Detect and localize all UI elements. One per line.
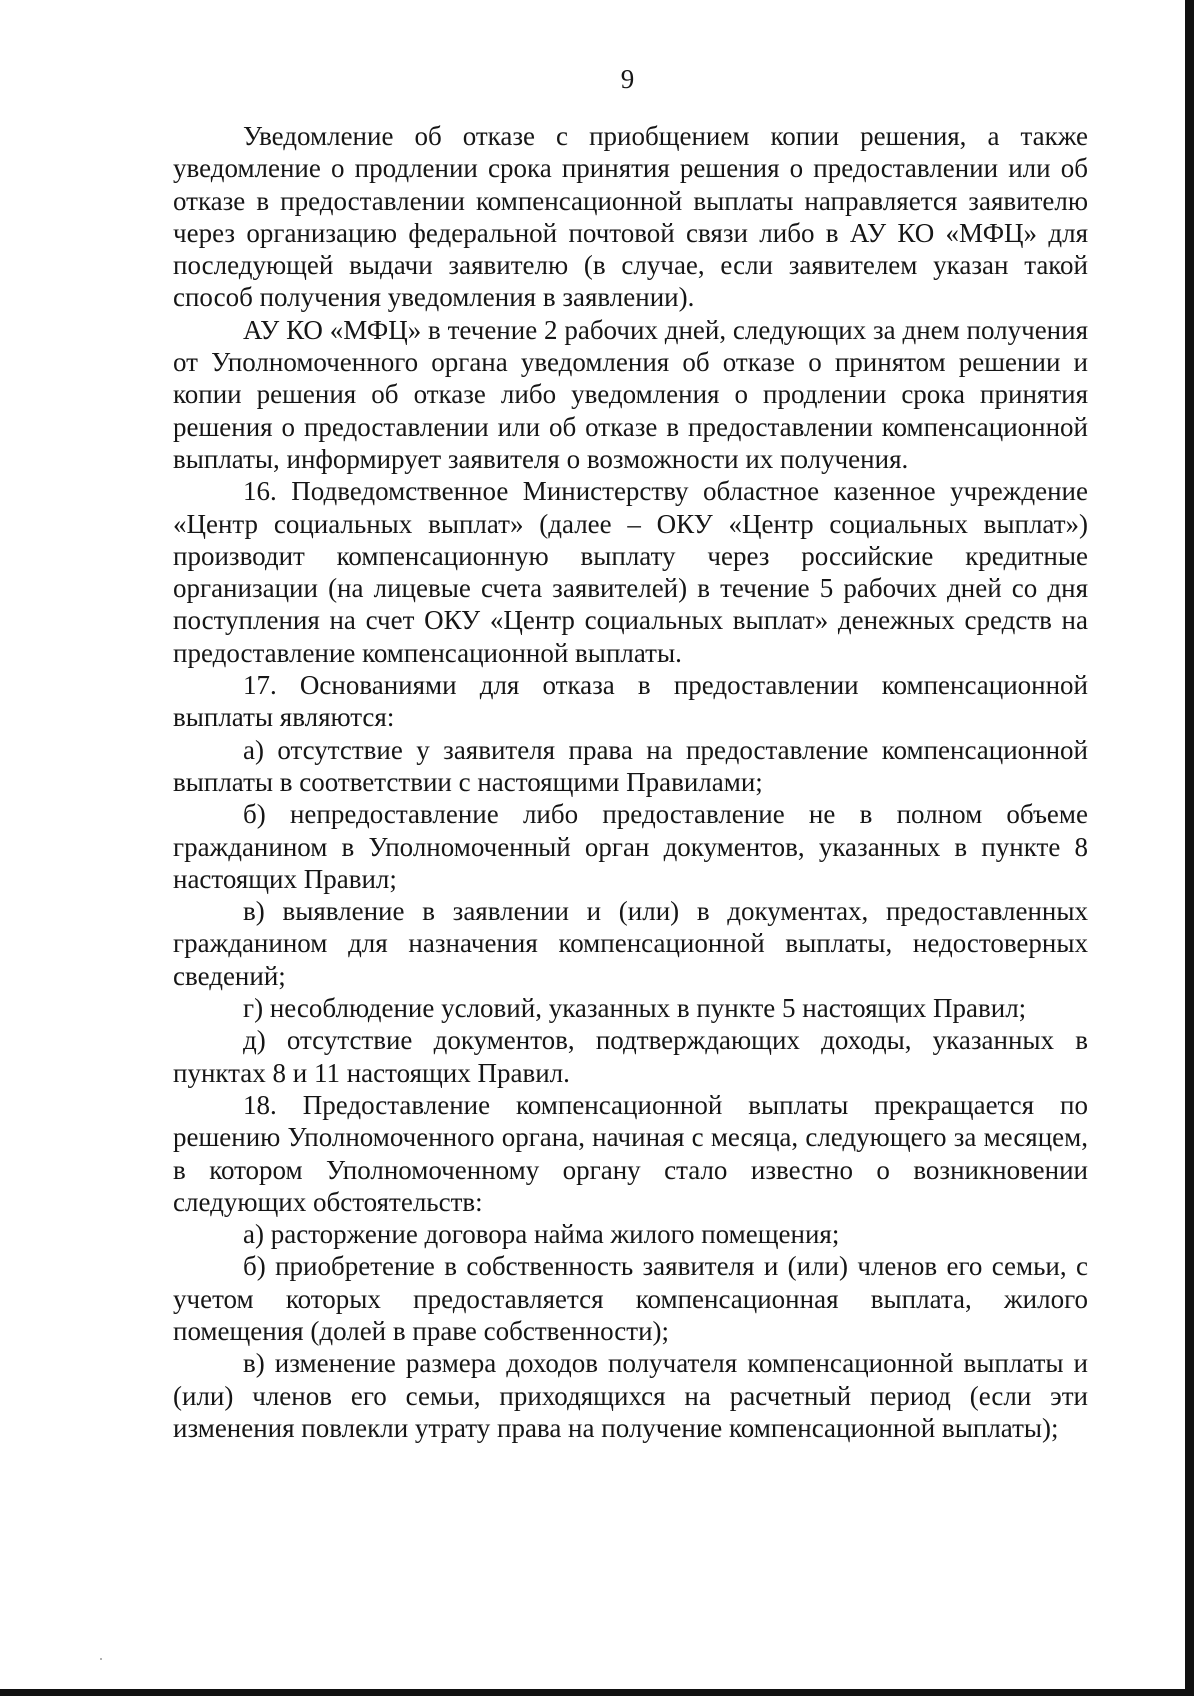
paragraph-mfc-informs: АУ КО «МФЦ» в течение 2 рабочих дней, следующих за днем получения от Уполномоченного органа уведомления об отказе о принятом решении и копии решения об отказе либо уведомления о продлении срока принятия решения о предоставлении или об отказе в предоставлении компенсационной выплаты, информирует заявителя о возможности их получения.: [173, 314, 1088, 474]
paragraph-18: 18. Предоставление компенсационной выплаты прекращается по решению Уполномоченного органа, начиная с месяца, следующего за месяцем, в котором Уполномоченному органу стало известно о возникновении следующих обстоятельств:: [173, 1089, 1088, 1217]
scan-speck: [100, 1658, 102, 1660]
paragraph-notice-of-refusal: Уведомление об отказе с приобщением копии решения, а также уведомление о продлении срока принятия решения о предоставлении или об отказе в предоставлении компенсационной выплаты направляется заявителю через организацию федеральной почтовой связи либо в АУ КО «МФЦ» для последующей выдачи заявителю (в случае, если заявителем указан такой способ получения уведомления в заявлении).: [173, 121, 1088, 313]
paragraph-17-g: г) несоблюдение условий, указанных в пункте 5 настоящих Правил;: [243, 993, 1027, 1024]
paragraph-17: 17. Основаниями для отказа в предоставлении компенсационной выплаты являются:: [173, 670, 1088, 733]
paragraph-17-d: д) отсутствие документов, подтверждающих доходы, указанных в пунктах 8 и 11 настоящих Правил.: [173, 1025, 1088, 1088]
paragraph-18-a: а) расторжение договора найма жилого помещения;: [243, 1219, 840, 1250]
page-number: 9: [620, 64, 635, 94]
paragraph-16: 16. Подведомственное Министерству областное казенное учреждение «Центр социальных выплат» (далее – ОКУ «Центр социальных выплат») производит компенсационную выплату через российские кредитные организации (на лицевые счета заявителей) в течение 5 рабочих дней со дня поступления на счет ОКУ «Центр социальных выплат» денежных средств на предоставление компенсационной выплаты.: [173, 476, 1088, 668]
paragraph-17-a: а) отсутствие у заявителя права на предоставление компенсационной выплаты в соответствии с настоящими Правилами;: [173, 734, 1088, 797]
paragraph-17-v: в) выявление в заявлении и (или) в документах, предоставленных гражданином для назначения компенсационной выплаты, недостоверных сведений;: [173, 896, 1088, 991]
paragraph-18-v: в) изменение размера доходов получателя компенсационной выплаты и (или) членов его семьи, приходящихся на расчетный период (если эти изменения повлекли утрату права на получение компенсационной выплаты);: [173, 1348, 1088, 1443]
paragraph-17-b: б) непредоставление либо предоставление не в полном объеме гражданином в Уполномоченный орган документов, указанных в пункте 8 настоящих Правил;: [173, 799, 1088, 894]
paragraph-18-b: б) приобретение в собственность заявителя и (или) членов его семьи, с учетом которых предоставляется компенсационная выплата, жилого помещения (долей в праве собственности);: [173, 1251, 1088, 1346]
document-body: [173, 120, 1088, 1444]
